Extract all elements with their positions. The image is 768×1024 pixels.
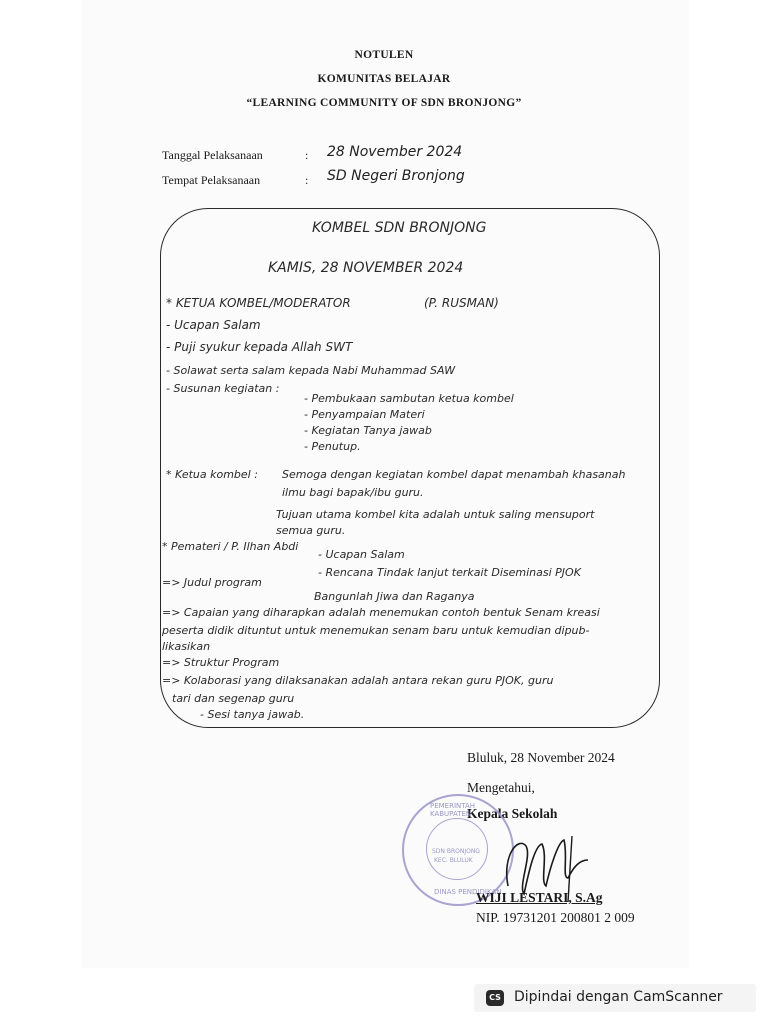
- notes-line: * KETUA KOMBEL/MODERATOR: [166, 296, 351, 310]
- notes-line: - Rencana Tindak lanjut terkait Diseminasi PJOK: [318, 566, 581, 579]
- notes-line: semua guru.: [276, 524, 346, 537]
- notes-line: ilmu bagi bapak/ibu guru.: [282, 486, 424, 499]
- place-value: SD Negeri Bronjong: [327, 168, 465, 184]
- stamp-ring-top: PEMERINTAH KABUPATEN: [430, 802, 476, 818]
- stamp-ring-bottom: DINAS PENDIDIKAN: [434, 888, 502, 896]
- doc-title-line3: “LEARNING COMMUNITY OF SDN BRONJONG”: [246, 97, 522, 109]
- notes-line: Semoga dengan kegiatan kombel dapat menambah khasanah: [282, 468, 626, 481]
- camscanner-icon: CS: [486, 990, 504, 1006]
- notes-line: - Kegiatan Tanya jawab: [304, 424, 432, 437]
- notes-line: Tujuan utama kombel kita adalah untuk saling mensuport: [276, 508, 595, 521]
- date-label: Tanggal Pelaksanaan: [162, 148, 263, 162]
- notes-line: - Solawat serta salam kepada Nabi Muhammad SAW: [166, 364, 456, 377]
- notes-line: => Kolaborasi yang dilaksanakan adalah antara rekan guru PJOK, guru: [162, 674, 554, 687]
- notes-line: * Pemateri / P. Ilhan Abdi: [162, 540, 299, 553]
- date-colon: :: [305, 148, 309, 162]
- notes-line: - Penyampaian Materi: [304, 408, 425, 421]
- notes-line: (P. RUSMAN): [424, 296, 499, 310]
- notes-line: => Struktur Program: [162, 656, 280, 669]
- stamp-district: KEC. BLULUK: [434, 857, 473, 864]
- notes-line: - Ucapan Salam: [318, 548, 405, 561]
- doc-title-line1: NOTULEN: [354, 49, 414, 61]
- notes-line: - Penutup.: [304, 440, 361, 453]
- acknowledged-label: Mengetahui,: [467, 780, 535, 795]
- camscanner-watermark: [474, 984, 756, 1012]
- notes-line: => Judul program: [162, 576, 262, 589]
- notes-line: Bangunlah Jiwa dan Raganya: [314, 590, 475, 603]
- principal-nip: NIP. 19731201 200801 2 009: [476, 910, 635, 925]
- place-label: Tempat Pelaksanaan: [162, 173, 261, 187]
- notes-line: * Ketua kombel :: [166, 468, 258, 481]
- notes-line: likasikan: [162, 640, 211, 653]
- notes-title: KOMBEL SDN BRONJONG: [312, 220, 487, 236]
- date-value: 28 November 2024: [327, 144, 463, 160]
- principal-role: Kepala Sekolah: [467, 806, 558, 821]
- notes-line: - Pembukaan sambutan ketua kombel: [304, 392, 514, 405]
- stamp-school: SDN BRONJONG: [432, 848, 480, 855]
- principal-name: WIJI LESTARI, S.Ag: [476, 890, 603, 905]
- notes-line: tari dan segenap guru: [172, 692, 295, 705]
- notes-line: => Capaian yang diharapkan adalah menemukan contoh bentuk Senam kreasi: [162, 606, 600, 619]
- notes-line: peserta didik dituntut untuk menemukan senam baru untuk kemudian dipub-: [162, 624, 590, 637]
- doc-title-line2: KOMUNITAS BELAJAR: [317, 73, 451, 85]
- place-colon: :: [305, 173, 309, 187]
- camscanner-label: Dipindai dengan CamScanner: [514, 989, 723, 1005]
- notes-line: - Susunan kegiatan :: [166, 382, 280, 395]
- notes-date: KAMIS, 28 NOVEMBER 2024: [268, 260, 464, 276]
- notes-line: - Sesi tanya jawab.: [200, 708, 305, 721]
- notes-line: - Puji syukur kepada Allah SWT: [166, 340, 353, 354]
- place-date: Bluluk, 28 November 2024: [467, 750, 615, 765]
- notes-line: - Ucapan Salam: [166, 318, 261, 332]
